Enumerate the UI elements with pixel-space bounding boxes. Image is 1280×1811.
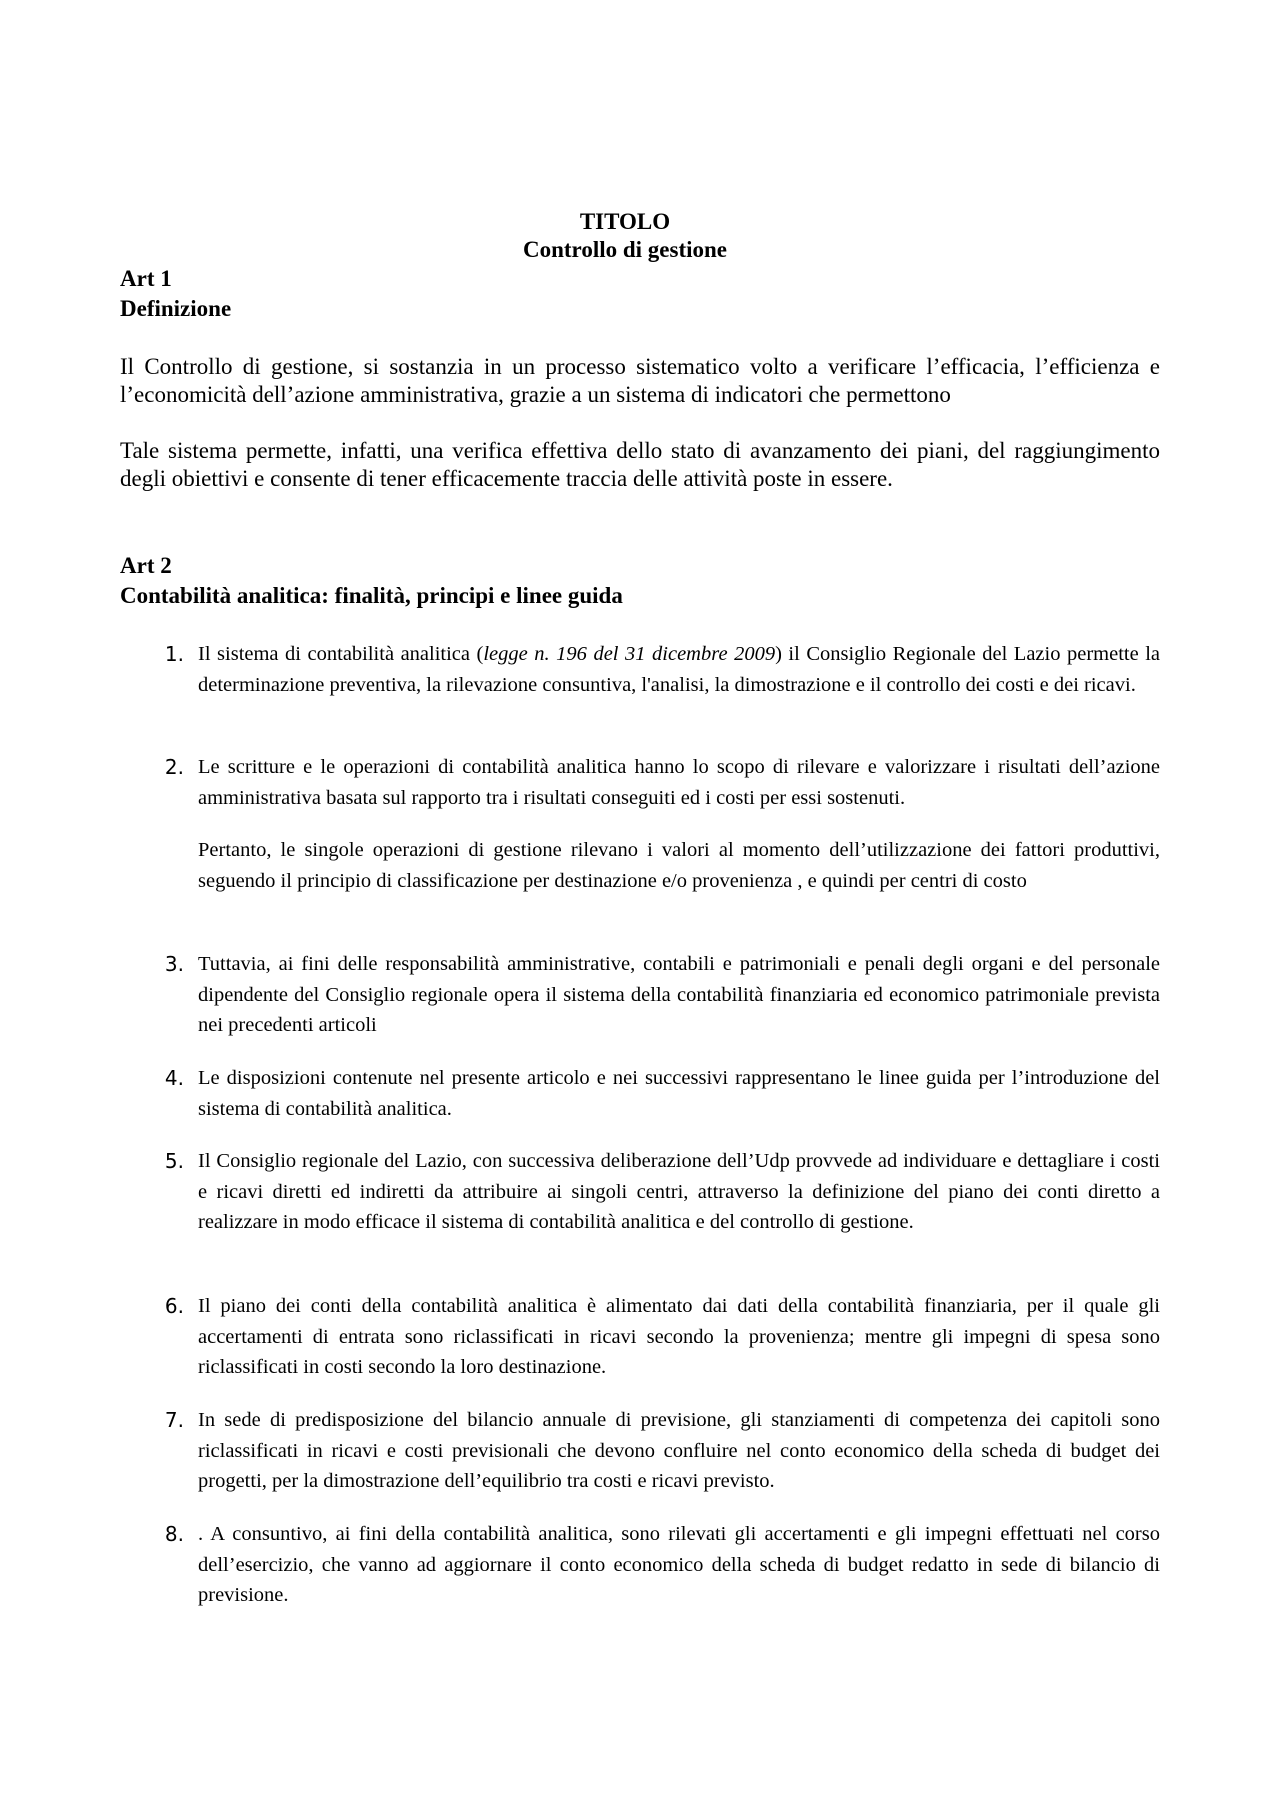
list-number: 5. bbox=[164, 1149, 184, 1173]
title-line-2: Controllo di gestione bbox=[522, 237, 728, 262]
list-item-text: Il sistema di contabilità analitica (legge n. 196 del 31 dicembre 2009) il Consiglio Regionale del Lazio permette la determinazione preventiva, la rilevazione consuntiva, l'analisi, la dimostrazione e il controllo dei costi e dei ricavi. bbox=[198, 643, 1161, 696]
art1-number: Art 1 bbox=[120, 266, 172, 291]
document-title bbox=[0, 208, 1250, 264]
title-line-1: TITOLO bbox=[579, 209, 671, 234]
list-item-text: Il piano dei conti della contabilità analitica è alimentato dai dati della contabilità finanziaria, per il quale gli accertamenti di entrata sono riclassificati in ricavi secondo la provenienza; mentre gli impegni di spesa sono riclassificati in costi secondo la loro destinazione. bbox=[198, 1295, 1160, 1378]
list-number: 3. bbox=[164, 952, 184, 976]
list-item-text: Il Consiglio regionale del Lazio, con successiva deliberazione dell’Udp provvede ad individuare e dettagliare i costi e ricavi diretti ed indiretti da attribuire ai singoli centri, attraverso la definizione del piano dei conti diretto a realizzare in modo efficace il sistema di contabilità analitica e del controllo di gestione. bbox=[198, 1150, 1160, 1233]
art1-paragraph-1: Il Controllo di gestione, si sostanzia in un processo sistematico volto a verificare l’efficacia, l’efficienza e l’economicità dell’azione amministrativa, grazie a un sistema di indicatori che permettono bbox=[120, 354, 1160, 407]
art1-title: Definizione bbox=[120, 296, 232, 321]
list-item-text: . A consuntivo, ai fini della contabilità analitica, sono rilevati gli accertamenti e gli impegni effettuati nel corso dell’esercizio, che vanno ad aggiornare il conto economico della scheda di budget redatto in sede di bilancio di previsione. bbox=[198, 1523, 1160, 1606]
art2-number: Art 2 bbox=[120, 553, 172, 578]
list-number: 1. bbox=[164, 642, 184, 666]
list-number: 2. bbox=[164, 755, 184, 779]
list-number: 6. bbox=[164, 1294, 184, 1318]
art1-paragraph-2: Tale sistema permette, infatti, una verifica effettiva dello stato di avanzamento dei piani, del raggiungimento degli obiettivi e consente di tener efficacemente traccia delle attività poste in essere. bbox=[120, 438, 1160, 491]
art1-heading bbox=[120, 264, 231, 324]
list-number: 4. bbox=[164, 1066, 184, 1090]
art2-title: Contabilità analitica: finalità, principi e linee guida bbox=[120, 583, 623, 608]
list-item-text: Tuttavia, ai fini delle responsabilità amministrative, contabili e patrimoniali e penali degli organi e del personale dipendente del Consiglio regionale opera il sistema della contabilità finanziaria ed economico patrimoniale prevista nei precedenti articoli bbox=[198, 953, 1160, 1036]
list-item-text: Le disposizioni contenute nel presente articolo e nei successivi rappresentano le linee guida per l’introduzione del sistema di contabilità analitica. bbox=[198, 1067, 1160, 1120]
art2-heading bbox=[120, 551, 623, 611]
list-item-extra-paragraph: Pertanto, le singole operazioni di gestione rilevano i valori al momento dell’utilizzazione dei fattori produttivi, seguendo il principio di classificazione per destinazione e/o provenienza , e quindi per centri di costo bbox=[198, 839, 1160, 892]
list-item-text: In sede di predisposizione del bilancio annuale di previsione, gli stanziamenti di competenza dei capitoli sono riclassificati in ricavi e costi previsionali che devono confluire nel conto economico della scheda di budget dei progetti, per la dimostrazione dell’equilibrio tra costi e ricavi previsto. bbox=[198, 1409, 1160, 1492]
list-number: 8. bbox=[164, 1522, 184, 1546]
list-item-text: Le scritture e le operazioni di contabilità analitica hanno lo scopo di rilevare e valorizzare i risultati dell’azione amministrativa basata sul rapporto tra i risultati conseguiti ed i costi per essi sostenuti. bbox=[198, 756, 1160, 809]
list-number: 7. bbox=[164, 1408, 184, 1432]
